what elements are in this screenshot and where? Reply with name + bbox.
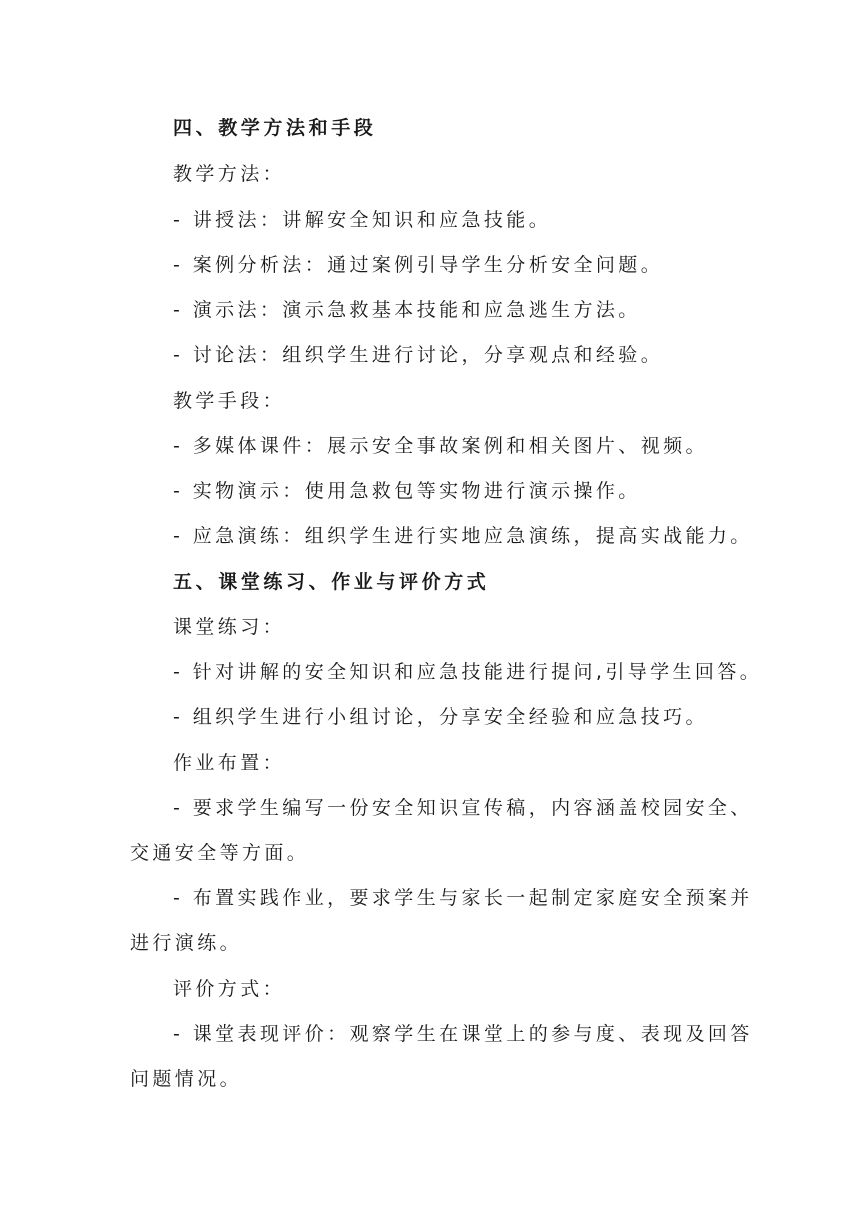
method-item: - 案例分析法：通过案例引导学生分析安全问题。 — [173, 254, 664, 276]
practice-item: - 针对讲解的安全知识和应急技能进行提问,引导学生回答。 — [173, 661, 763, 683]
homework-item-continuation: 进行演练。 — [130, 932, 243, 954]
homework-item-line: - 要求学生编写一份安全知识宣传稿，内容涵盖校园安全、 — [173, 797, 753, 819]
practice-label: 课堂练习： — [173, 616, 286, 638]
homework-item-line: - 布置实践作业，要求学生与家长一起制定家庭安全预案并 — [173, 887, 753, 909]
method-item: - 讨论法：组织学生进行讨论，分享观点和经验。 — [173, 344, 664, 366]
practice-item: - 组织学生进行小组讨论，分享安全经验和应急技巧。 — [173, 706, 708, 728]
method-item: - 讲授法：讲解安全知识和应急技能。 — [173, 209, 552, 231]
section-heading-practice-homework-evaluation: 五、课堂练习、作业与评价方式 — [173, 571, 490, 593]
methods-label: 教学方法： — [173, 163, 286, 185]
means-item: - 实物演示：使用急救包等实物进行演示操作。 — [173, 480, 641, 502]
evaluation-item-continuation: 问题情况。 — [130, 1068, 243, 1090]
means-item: - 应急演练：组织学生进行实地应急演练，提高实战能力。 — [173, 525, 753, 547]
method-item: - 演示法：演示急救基本技能和应急逃生方法。 — [173, 299, 641, 321]
means-item: - 多媒体课件：展示安全事故案例和相关图片、视频。 — [173, 435, 708, 457]
homework-item-continuation: 交通安全等方面。 — [130, 842, 310, 864]
homework-label: 作业布置： — [173, 752, 286, 774]
means-label: 教学手段： — [173, 390, 286, 412]
evaluation-item-line: - 课堂表现评价：观察学生在课堂上的参与度、表现及回答 — [173, 1023, 753, 1045]
section-heading-teaching-methods: 四、教学方法和手段 — [173, 117, 377, 139]
evaluation-label: 评价方式： — [173, 978, 286, 1000]
